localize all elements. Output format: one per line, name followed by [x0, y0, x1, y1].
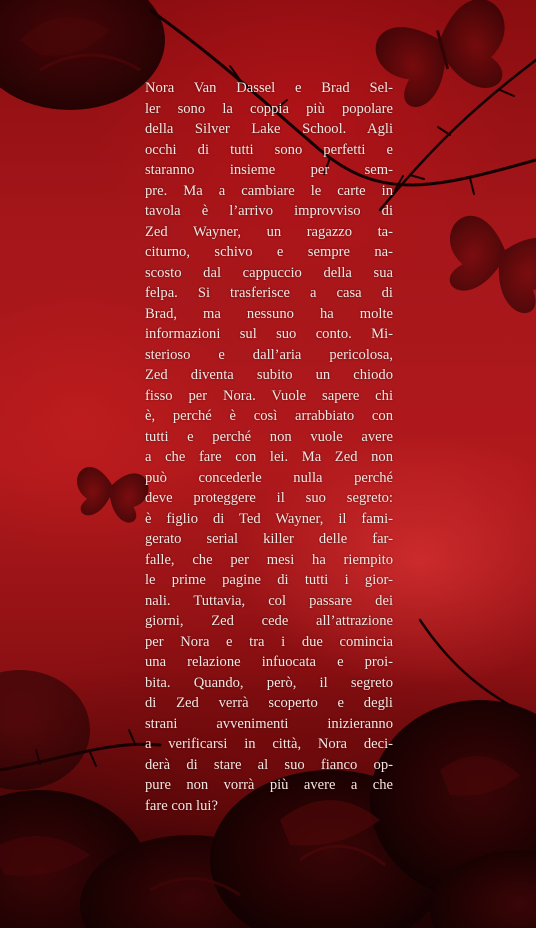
blurb-line: staranno insieme per sem- [145, 162, 393, 178]
butterfly-icon [433, 207, 536, 320]
blurb-line: fisso per Nora. Vuole sapere chi [145, 387, 393, 404]
blurb-line: ler sono la coppia più popolare [145, 100, 393, 117]
blurb-line: derà di stare al suo fianco op- [145, 756, 393, 773]
blurb-line: per Nora e tra i due comincia [145, 633, 393, 650]
blurb-line: occhi di tutti sono perfetti e [145, 141, 393, 158]
rose-icon [0, 670, 90, 790]
blurb-line: a verificarsi in città, Nora deci- [145, 736, 393, 752]
blurb-line: Nora Van Dassel e Brad Sel- [145, 80, 393, 96]
blurb-line: una relazione infuocata e proi- [145, 654, 393, 670]
blurb-line: tavola è l’arrivo improvviso di [145, 203, 393, 219]
blurb-line: felpa. Si trasferisce a casa di [145, 285, 393, 301]
blurb-line: le prime pagine di tutti i gior- [145, 572, 393, 588]
blurb-line: fare con lui? [145, 797, 218, 814]
blurb-line: citurno, schivo e sempre na- [145, 244, 393, 260]
rose-icon [0, 0, 165, 110]
blurb-line: strani avvenimenti inizieranno [145, 715, 393, 732]
blurb-line: è, perché è così arrabbiato con [145, 408, 393, 424]
blurb-line: pre. Ma a cambiare le carte in [145, 182, 393, 199]
blurb-line: gerato serial killer delle far- [145, 531, 393, 547]
blurb-line: può concederle nulla perché [145, 469, 393, 486]
butterfly-icon [71, 464, 151, 525]
blurb-line: Brad, ma nessuno ha molte [145, 305, 393, 322]
blurb-line: della Silver Lake School. Agli [145, 121, 393, 137]
blurb-line: di Zed verrà scoperto e degli [145, 695, 393, 711]
blurb-line: è figlio di Ted Wayner, il fami- [145, 510, 393, 527]
blurb-line: deve proteggere il suo segreto: [145, 490, 393, 506]
blurb-line: pure non vorrà più avere a che [145, 777, 393, 793]
blurb-line: Zed Wayner, un ragazzo ta- [145, 223, 393, 240]
blurb-line: tutti e perché non vuole avere [145, 428, 393, 445]
blurb-line: falle, che per mesi ha riempito [145, 551, 393, 568]
blurb-line: scosto dal cappuccio della sua [145, 264, 393, 281]
blurb-line: nali. Tuttavia, col passare dei [145, 592, 393, 609]
blurb-line: Zed diventa subito un chiodo [145, 367, 393, 383]
blurb-line: sterioso e dall’aria pericolosa, [145, 346, 393, 363]
blurb-line: bita. Quando, però, il segreto [145, 674, 393, 691]
blurb-line: a che fare con lei. Ma Zed non [145, 449, 393, 465]
blurb-line: informazioni sul suo conto. Mi- [145, 326, 393, 342]
blurb-line: giorni, Zed cede all’attrazione [145, 613, 393, 629]
blurb-text [145, 78, 393, 816]
